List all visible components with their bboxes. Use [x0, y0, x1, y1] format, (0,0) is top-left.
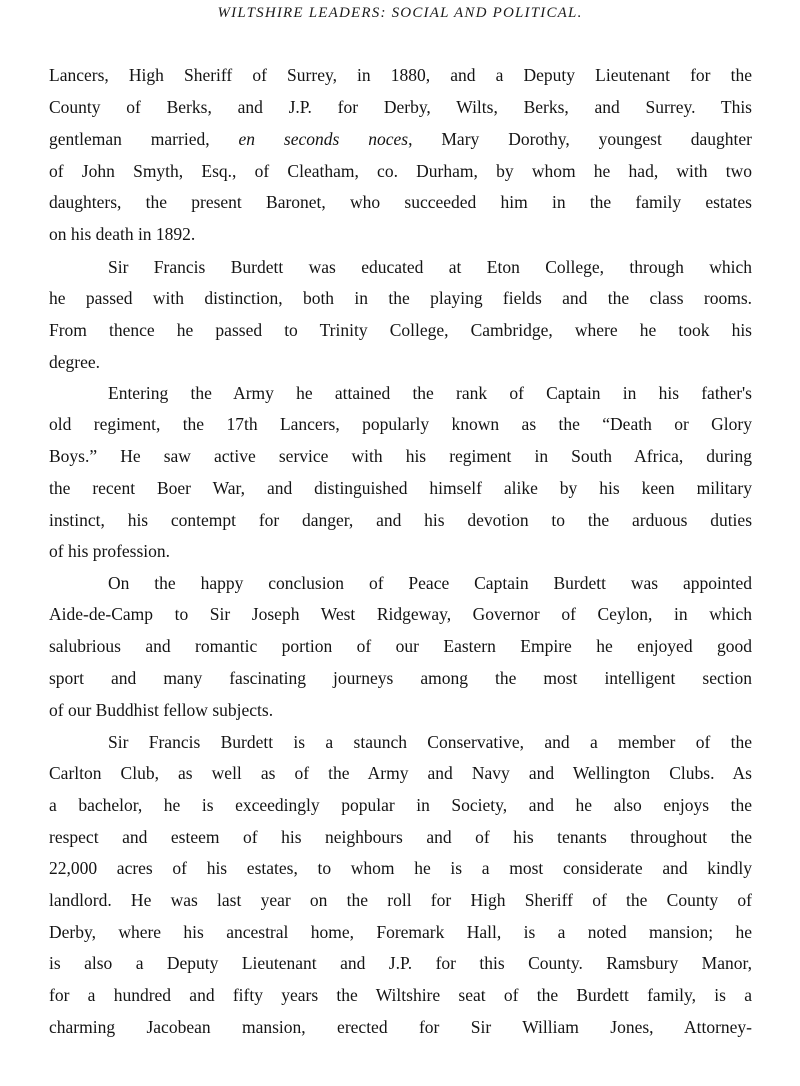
text-line: on his death in 1892.: [49, 224, 196, 244]
text-line: Lancers, High Sheriff of Surrey, in 1880, and a Deputy Lieutenant for the: [49, 65, 752, 85]
text-line: degree.: [49, 352, 101, 372]
text-line: County of Berks, and J.P. for Derby, Wilts, Berks, and Surrey. This: [49, 97, 752, 117]
text-line: From thence he passed to Trinity College, Cambridge, where he took his: [49, 320, 752, 340]
text-line: Boys.” He saw active service with his regiment in South Africa, during: [49, 446, 752, 466]
text-line: for a hundred and fifty years the Wiltshire seat of the Burdett family, is a: [49, 985, 752, 1005]
text-line: Sir Francis Burdett was educated at Eton College, through which: [108, 257, 752, 277]
text-line: the recent Boer War, and distinguished himself alike by his keen military: [49, 478, 752, 498]
text-line: Aide-de-Camp to Sir Joseph West Ridgeway, Governor of Ceylon, in which: [49, 604, 752, 624]
text-line: Entering the Army he attained the rank of Captain in his father's: [108, 383, 752, 403]
text-line: of John Smyth, Esq., of Cleatham, co. Durham, by whom he had, with two: [49, 161, 752, 181]
text-line: landlord. He was last year on the roll for High Sheriff of the County of: [49, 890, 752, 910]
text-line: of our Buddhist fellow subjects.: [49, 700, 274, 720]
running-head: WILTSHIRE LEADERS: SOCIAL AND POLITICAL.: [217, 5, 583, 21]
text-line: sport and many fascinating journeys among the most intelligent section: [49, 668, 752, 688]
text-line: [49, 128, 752, 150]
text-line: Derby, where his ancestral home, Foremark Hall, is a noted mansion; he: [49, 922, 752, 942]
text-line: Carlton Club, as well as of the Army and Navy and Wellington Clubs. As: [49, 763, 752, 783]
text-line: On the happy conclusion of Peace Captain Burdett was appointed: [108, 573, 752, 593]
text-line: is also a Deputy Lieutenant and J.P. for this County. Ramsbury Manor,: [49, 953, 752, 973]
text-line: salubrious and romantic portion of our Eastern Empire he enjoyed good: [49, 636, 752, 656]
text-line: 22,000 acres of his estates, to whom he is a most considerate and kindly: [49, 858, 752, 878]
text-segment: , Mary Dorothy, youngest daughter: [408, 129, 752, 149]
text-line: he passed with distinction, both in the playing fields and the class rooms.: [49, 288, 752, 308]
text-line: Sir Francis Burdett is a staunch Conservative, and a member of the: [108, 732, 752, 752]
text-line: of his profession.: [49, 541, 171, 561]
text-line: daughters, the present Baronet, who succeeded him in the family estates: [49, 192, 752, 212]
italic-phrase: en seconds noces: [238, 129, 409, 149]
text-line: charming Jacobean mansion, erected for Sir William Jones, Attorney-: [49, 1017, 752, 1037]
text-line: instinct, his contempt for danger, and his devotion to the arduous duties: [49, 510, 752, 530]
text-line: old regiment, the 17th Lancers, popularly known as the “Death or Glory: [49, 414, 752, 434]
text-segment: gentleman married,: [49, 129, 239, 149]
text-line: a bachelor, he is exceedingly popular in Society, and he also enjoys the: [49, 795, 752, 815]
text-line: respect and esteem of his neighbours and of his tenants throughout the: [49, 827, 752, 847]
